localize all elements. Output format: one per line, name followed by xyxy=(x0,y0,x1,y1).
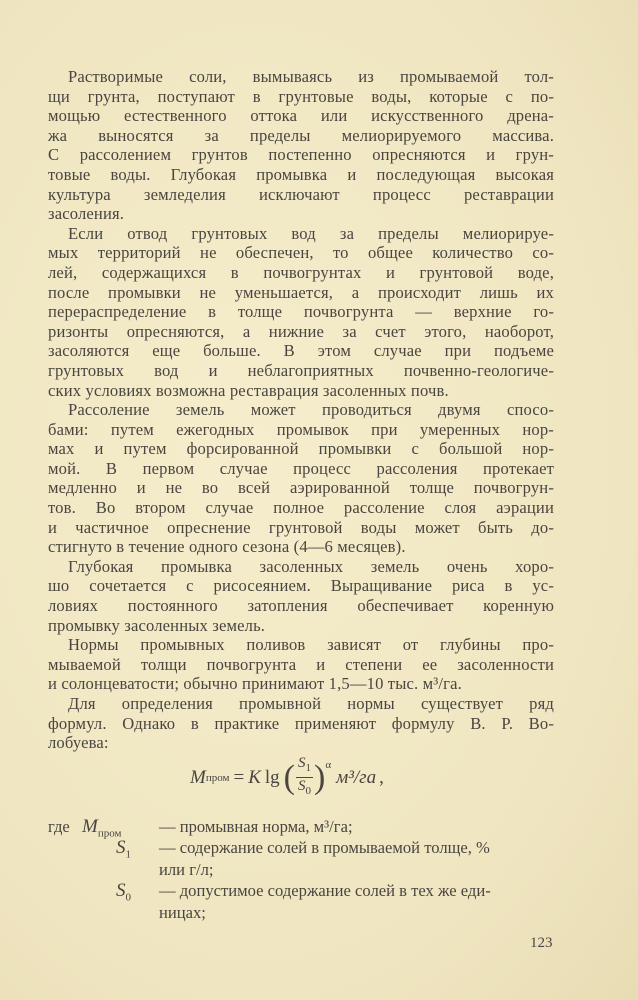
text-line: бами: путем ежегодных промывок при умеренных нор- xyxy=(48,419,554,439)
text-line: лобуева: xyxy=(48,733,109,753)
text-line: ловиях постоянного затопления обеспечивает коренную xyxy=(48,596,554,616)
text-line: и солонцеватости; обычно принимают 1,5—10 тыс. м³/га. xyxy=(48,674,462,694)
page-number: 123 xyxy=(530,935,553,951)
text-line: после промывки не уменьшается, а происходит лишь их xyxy=(48,282,554,302)
text-line: мощью естественного оттока или искусственного дрена- xyxy=(48,106,554,126)
text-line: щи грунта, поступают в грунтовые воды, которые с по- xyxy=(48,86,554,106)
legend-symbol-letter: S xyxy=(116,880,126,902)
numerator: S xyxy=(297,755,306,771)
body-text xyxy=(48,67,554,753)
text-line: культура земледелия исключают процесс реставрации xyxy=(48,184,554,204)
text-line: засоляются еще больше. В этом случае при подъеме xyxy=(48,341,554,361)
formula-unit: м³/га xyxy=(336,766,377,788)
text-line: промывку засоленных земель. xyxy=(48,615,266,635)
text-line: мых территорий не обеспечен, то общее количество со- xyxy=(48,243,554,263)
text-line: мой. В первом случае процесс рассоления протекает xyxy=(48,458,554,478)
legend-description: — промывная норма, м³/га; xyxy=(159,817,353,836)
text-line: Растворимые соли, вымываясь из промываемой тол- xyxy=(68,67,554,86)
formula-exponent: α xyxy=(325,759,332,771)
formula-lhs: M xyxy=(190,766,206,788)
formula-lhs-sub: пром xyxy=(205,771,230,784)
legend-symbol-sub: пром xyxy=(97,827,122,840)
text-line: С рассолением грунтов постепенно опресняются и грун- xyxy=(48,145,554,165)
formula-equals: = xyxy=(233,766,245,788)
text-line: и частичное опреснение грунтовой воды может быть до- xyxy=(48,517,554,537)
numerator-sub: 1 xyxy=(305,762,311,774)
legend-description: или г/л; xyxy=(159,859,214,879)
text-line: Нормы промывных поливов зависят от глубины про- xyxy=(68,635,554,655)
legend-row xyxy=(48,837,558,861)
washing-norm-formula xyxy=(190,755,384,800)
legend-symbol-letter: M xyxy=(82,816,98,837)
text-line: Глубокая промывка засоленных земель очень хоро- xyxy=(68,556,554,576)
right-paren: ) xyxy=(313,758,326,796)
legend-row xyxy=(48,902,558,923)
text-line: жа выносятся за пределы мелиорируемого массива. xyxy=(48,125,554,145)
text-line: засоления. xyxy=(48,204,125,224)
formula-k: K xyxy=(248,766,261,788)
legend-symbol-letter: S xyxy=(116,837,126,859)
formula-comma: , xyxy=(379,766,384,788)
text-line: шо сочетается с рисосеянием. Выращивание риса в ус- xyxy=(48,576,554,596)
legend-symbol-sub: 1 xyxy=(125,848,131,861)
legend-description: ницах; xyxy=(159,902,206,922)
text-line: товые воды. Глубокая промывка и последующая высокая xyxy=(48,164,554,184)
denominator: S xyxy=(297,778,306,794)
text-line: перераспределение в толще почвогрунта — верхние го- xyxy=(48,302,554,322)
text-line: тов. Во втором случае полное рассоление слоя аэрации xyxy=(48,498,554,518)
legend-description: — допустимое содержание солей в тех же еди- xyxy=(159,881,491,901)
text-line: стигнуто в течение одного сезона (4—6 месяцев). xyxy=(48,537,406,557)
formula-legend xyxy=(48,816,558,923)
text-line: Рассоление земель может проводиться двумя спосо- xyxy=(68,400,554,420)
formula-fraction xyxy=(296,755,313,800)
text-line: мах и путем форсированной промывки с большой нор- xyxy=(48,439,554,459)
legend-row xyxy=(48,859,558,880)
text-line: ских условиях возможна реставрация засоленных почв. xyxy=(48,380,449,400)
legend-symbol-sub: 0 xyxy=(125,891,131,904)
text-line: медленно и не во всей аэрированной толще почвогрун- xyxy=(48,478,554,498)
text-line: ризонты опресняются, а нижние за счет этого, наоборот, xyxy=(48,321,554,341)
legend-where: где xyxy=(48,817,70,836)
text-line: мываемой толщи почвогрунта и степени ее засоленности xyxy=(48,654,554,674)
text-line: Для определения промывной нормы существует ряд xyxy=(68,694,554,713)
text-line: формул. Однако в практике применяют формулу В. Р. Во- xyxy=(48,713,554,733)
legend-row xyxy=(48,816,558,840)
formula-lg: lg xyxy=(264,766,280,788)
text-line: Если отвод грунтовых вод за пределы мелиорируе- xyxy=(68,223,554,243)
legend-description: — содержание солей в промываемой толще, % xyxy=(159,838,490,858)
text-line: лей, содержащихся в почвогрунтах и грунтовой воде, xyxy=(48,262,554,282)
text-line: грунтовых вод и неблагоприятных почвенно-геологиче- xyxy=(48,360,554,380)
left-paren: ( xyxy=(283,758,295,796)
denominator-sub: 0 xyxy=(305,785,311,797)
legend-row xyxy=(48,880,558,904)
